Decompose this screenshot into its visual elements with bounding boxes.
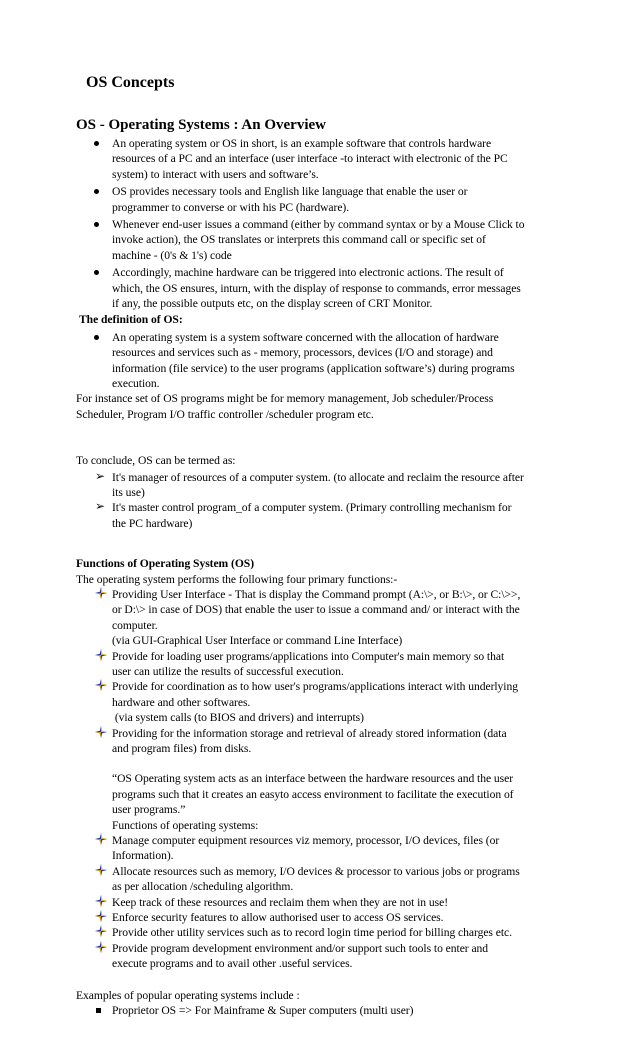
bullet-dot-icon xyxy=(94,265,99,275)
bullet-dot xyxy=(94,222,99,227)
definition-bullet-text: resources and services such as - memory, processors, devices (I/O and storage) and xyxy=(112,346,493,360)
conclude-bullet-text: its use) xyxy=(112,486,145,499)
overview-bullet-text: system) to interact with users and software’s. xyxy=(112,167,319,181)
conclude-bullet-text: the PC hardware) xyxy=(112,516,193,530)
function2-item-text: Allocate resources such as memory, I/O devices & processor to various jobs or programs xyxy=(112,864,520,878)
overview-bullet-text: machine - (0's & 1's) code xyxy=(112,248,232,262)
function2-item-text: Manage computer equipment resources viz memory, processor, I/O devices, files (or xyxy=(112,834,500,847)
function-item-text: (via system calls (to BIOS and drivers) and interrupts) xyxy=(112,711,364,725)
function2-item-text: execute programs and to avail other .useful services. xyxy=(112,957,353,971)
bullet-dot xyxy=(94,270,99,275)
function-item-text: Provide for coordination as to how user's programs/applications interact with underlying xyxy=(112,680,518,694)
bullet-square xyxy=(96,1008,101,1013)
function2-item-text: Provide program development environment and/or support such tools to enter and xyxy=(112,941,489,955)
star-bullet-icon xyxy=(94,894,108,908)
overview-bullet-text: An operating system or OS in short, is an example software that controls hardware xyxy=(112,137,492,150)
functions-heading: Functions of Operating System (OS) xyxy=(76,557,255,571)
function-item-text: computer. xyxy=(112,618,158,632)
function-item-text: and program files) from disks. xyxy=(112,742,252,755)
overview-bullet-text: resources of a PC and an interface (user interface -to interact with electronic of the PC xyxy=(112,152,508,166)
conclude-intro: To conclude, OS can be termed as: xyxy=(76,454,236,468)
overview-bullet-text: Whenever end-user issues a command (either by command syntax or by a Mouse Click to xyxy=(112,218,525,231)
function-item-text: Providing for the information storage and retrieval of already stored information (data xyxy=(112,726,507,740)
page-title: OS Concepts xyxy=(86,74,175,91)
definition-heading: The definition of OS: xyxy=(79,313,183,327)
quote-text: “OS Operating system acts as an interface between the hardware resources and the user xyxy=(112,772,514,786)
examples-intro: Examples of popular operating systems include : xyxy=(76,988,300,1002)
overview-bullet-text: Accordingly, machine hardware can be triggered into electronic actions. The result of xyxy=(112,266,504,280)
definition-bullet-text: execution. xyxy=(112,377,160,390)
function-item-text: Providing User Interface - That is display the Command prompt (A:\>, or B:\>, or C:\>>, xyxy=(112,588,521,601)
function2-item-text: Enforce security features to allow authorised user to access OS services. xyxy=(112,911,444,924)
star-bullet-icon xyxy=(94,725,108,739)
definition-bullet-text: information (file service) to the user programs (application software’s) during programs xyxy=(112,361,515,375)
function-item-text: Provide for loading user programs/applications into Computer's main memory so that xyxy=(112,649,505,663)
star-bullet-icon xyxy=(94,586,108,600)
bullet-dot-icon xyxy=(94,217,99,227)
bullet-dot xyxy=(94,141,99,146)
star-bullet-icon xyxy=(94,832,108,846)
function-item-text: hardware and other softwares. xyxy=(112,695,251,709)
function2-item-text: Provide other utility services such as to record login time period for billing charges etc. xyxy=(112,926,512,940)
star-bullet-icon xyxy=(94,940,108,954)
bullet-dot-icon xyxy=(94,184,99,194)
bullet-dot-icon xyxy=(94,136,99,146)
function-item-text: user can utilize the results of successful execution. xyxy=(112,665,344,678)
function2-item-text: as per allocation /scheduling algorithm. xyxy=(112,880,294,894)
star-bullet-icon xyxy=(94,924,108,938)
instance-text: For instance set of OS programs might be for memory management, Job scheduler/Process xyxy=(76,392,494,406)
overview-bullet-text: if any, the possible outputs etc, on the display screen of CRT Monitor. xyxy=(112,297,433,310)
quote-text: user programs.” xyxy=(112,803,186,817)
bullet-square-icon xyxy=(96,1003,101,1013)
function-item-text: (via GUI-Graphical User Interface or command Line Interface) xyxy=(112,634,403,648)
overview-bullet-text: invoke action), the OS translates or interprets this command call or specific set of xyxy=(112,233,486,247)
overview-bullet-text: OS provides necessary tools and English like language that enable the user or xyxy=(112,185,468,199)
bullet-dot xyxy=(94,189,99,194)
example-bullet-text: Proprietor OS => For Mainframe & Super computers (multi user) xyxy=(112,1004,414,1017)
function2-item-text: Information). xyxy=(112,849,174,863)
star-bullet-icon xyxy=(94,863,108,877)
definition-bullet-text: An operating system is a system software concerned with the allocation of hardware xyxy=(112,330,499,344)
arrow-bullet-icon: ➢ xyxy=(95,468,106,483)
star-bullet-icon xyxy=(94,909,108,923)
conclude-bullet-text: It's manager of resources of a computer system. (to allocate and reclaim the resource after xyxy=(112,470,524,484)
quote-text: programs such that it creates an easyto access environment to facilitate the execution of xyxy=(112,787,514,801)
functions-intro: The operating system performs the following four primary functions:- xyxy=(76,572,398,586)
bullet-dot xyxy=(94,335,99,340)
arrow-bullet-icon: ➢ xyxy=(95,499,106,514)
overview-heading: OS - Operating Systems : An Overview xyxy=(76,117,326,133)
star-bullet-icon xyxy=(94,678,108,692)
function-item-text: or D:\> in case of DOS) that enable the user to issue a command and/ or interact with the xyxy=(112,603,520,617)
overview-bullet-text: programmer to converse or with his PC (hardware). xyxy=(112,200,350,214)
function2-item-text: Keep track of these resources and reclaim them when they are not in use! xyxy=(112,895,449,909)
quote-text: Functions of operating systems: xyxy=(112,818,259,832)
instance-text: Scheduler, Program I/O traffic controller /scheduler program etc. xyxy=(76,407,374,421)
bullet-dot-icon xyxy=(94,330,99,340)
conclude-bullet-text: It's master control program_of a computer system. (Primary controlling mechanism for xyxy=(112,501,512,515)
star-bullet-icon xyxy=(94,648,108,662)
overview-bullet-text: which, the OS ensures, inturn, with the display of response to commands, error messages xyxy=(112,281,521,295)
